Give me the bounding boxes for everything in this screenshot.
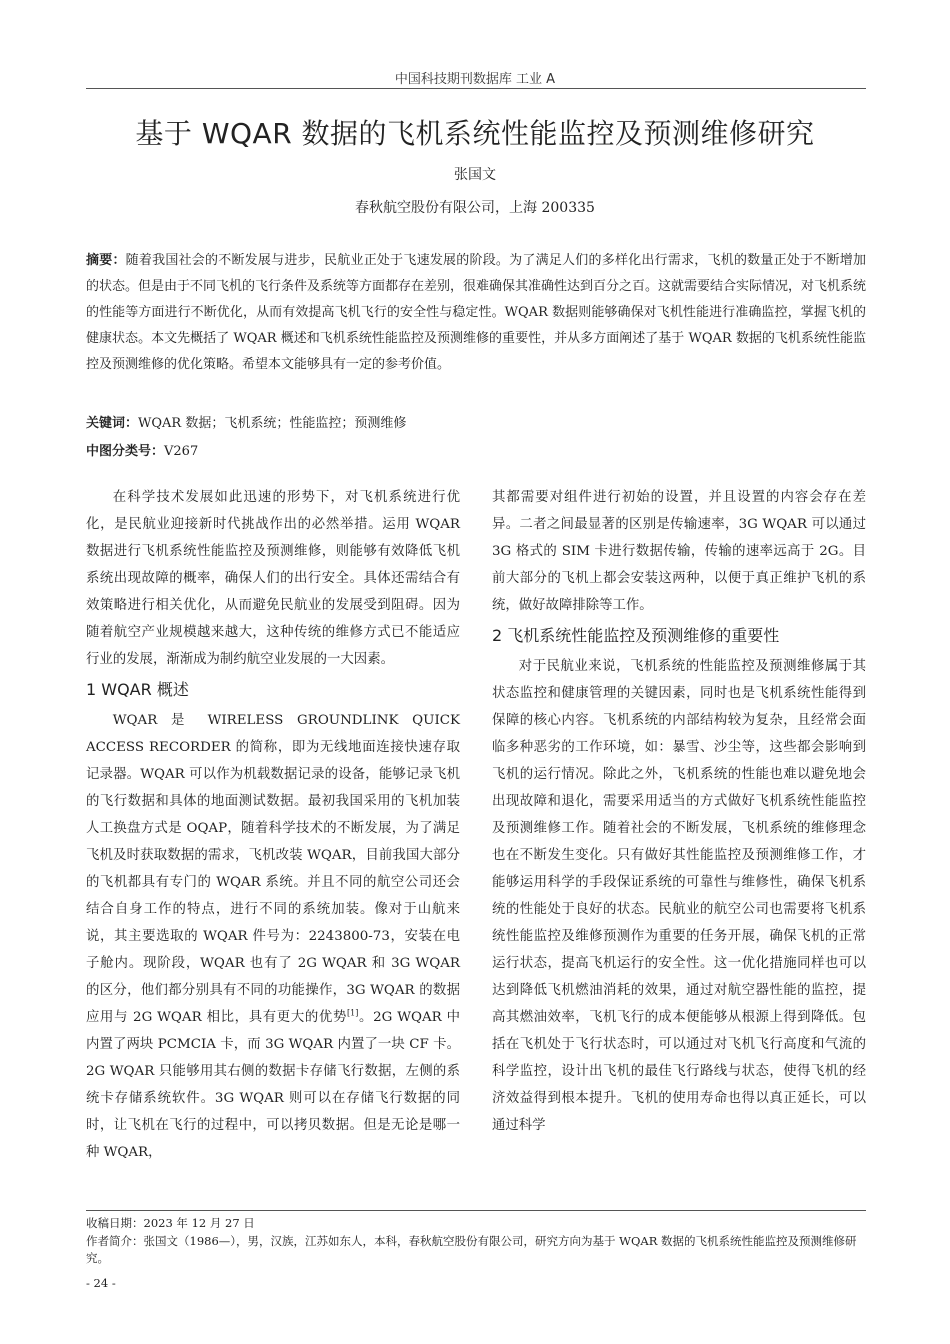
keywords-text: WQAR 数据；飞机系统；性能监控；预测维修 — [138, 416, 407, 431]
abstract-text: 随着我国社会的不断发展与进步，民航业正处于飞速发展的阶段。为了满足人们的多样化出行需求，飞机的数量正处于不断增加的状态。但是由于不同飞机的飞行条件及系统等方面都存在差别，很难确保其准确性达到百分之百。这就需要结合实际情况，对飞机系统的性能等方面进行不断优化，从而有效提高飞机飞行的安全性与稳定性。WQAR 数据则能够确保对飞机性能进行准确监控，掌握飞机的健康状态。本文先概括了 WQAR 概述和飞机系统性能监控及预测维修的重要性，并从多方面阐述了基于 WQAR 数据的飞机系统性能监控及预测维修的优化策略。希望本文能够具有一定的参考价值。 — [86, 253, 867, 372]
author-bio: 作者简介：张国文（1986—），男，汉族，江苏如东人，本科，春秋航空股份有限公司，研究方向为基于 WQAR 数据的飞机系统性能监控及预测维修研究。 — [86, 1234, 857, 1265]
section-1-paragraph — [86, 707, 460, 1166]
affiliation: 春秋航空股份有限公司，上海 200335 — [355, 200, 595, 216]
citation-ref: [1] — [347, 1008, 359, 1018]
header-rule — [86, 88, 866, 89]
received-date: 收稿日期：2023 年 12 月 27 日 — [86, 1216, 255, 1230]
author-name: 张国文 — [454, 167, 496, 183]
classification-text: V267 — [164, 444, 199, 459]
section-2-heading: 2 飞机系统性能监控及预测维修的重要性 — [492, 626, 780, 645]
footnote-rule — [86, 1210, 866, 1211]
left-column — [86, 484, 460, 1166]
running-header: 中国科技期刊数据库 工业 A — [394, 72, 556, 87]
section-1-text-tail: 。2G WQAR 中内置了两块 PCMCIA 卡，而 3G WQAR 内置了一块 CF 卡。2G WQAR 只能够用其右侧的数据卡存储飞行数据，左侧的系统卡存储系统软件。3G WQAR 则可以在存储飞行数据的同时，让飞机在飞行的过程中，可以拷贝数据。但是无论是哪一种 WQAR， — [86, 1010, 460, 1160]
right-column — [492, 484, 866, 1139]
classification-label: 中图分类号： — [86, 444, 165, 459]
classification — [86, 442, 866, 462]
abstract-label: 摘要： — [86, 253, 126, 268]
keywords-label: 关键词： — [86, 416, 139, 431]
section-1-continuation: 其都需要对组件进行初始的设置，并且设置的内容会存在差异。二者之间最显著的区别是传输速率，3G WQAR 可以通过 3G 格式的 SIM 卡进行数据传输，传输的速率远高于 2G。目前大部分的飞机上都会安装这两种，以便于真正维护飞机的系统，做好故障排除等工作。 — [492, 490, 866, 613]
section-2-paragraph: 对于民航业来说，飞机系统的性能监控及预测维修属于其状态监控和健康管理的关键因素，同时也是飞机系统性能得到保障的核心内容。飞机系统的内部结构较为复杂，且经常会面临多种恶劣的工作环境，如：暴雪、沙尘等，这些都会影响到飞机的运行情况。除此之外，飞机系统的性能也难以避免地会出现故障和退化，需要采用适当的方式做好飞机系统性能监控及预测维修工作。随着社会的不断发展，飞机系统的维修理念也在不断发生变化。只有做好其性能监控及预测维修工作，才能够运用科学的手段保证系统的可靠性与维修性，确保飞机系统的性能处于良好的状态。民航业的航空公司也需要将飞机系统性能监控及维修预测作为重要的任务开展，确保飞机的正常运行状态，提高飞机运行的安全性。这一优化措施同样也可以达到降低飞机燃油消耗的效果，通过对航空器性能的监控，提高其燃油效率，飞机飞行的成本便能够从根源上得到降低。包括在飞机处于飞行状态时，可以通过对飞机飞行高度和气流的科学监控，设计出飞机的最佳飞行路线与状态，使得飞机的经济效益得到根本提升。飞机的使用寿命也得以真正延长，可以通过科学 — [492, 659, 866, 1133]
paper-title: 基于 WQAR 数据的飞机系统性能监控及预测维修研究 — [135, 117, 815, 150]
section-1-text: WQAR 是 WIRELESS GROUNDLINK QUICK ACCESS RECORDER 的简称，即为无线地面连接快速存取记录器。WQAR 可以作为机载数据记录的设备，能够记录飞机的飞行数据和具体的地面测试数据。最初我国采用的飞机加装人工换盘方式是 OQAP，随着科学技术的不断发展，为了满足飞机及时获取数据的需求，飞机改装 WQAR，目前我国大部分的飞机都具有专门的 WQAR 系统。并且不同的航空公司还会结合自身工作的特点，进行不同的系统加装。像对于山航来说，其主要选取的 WQAR 件号为：2243800-73，安装在电子舱内。现阶段，WQAR 也有了 2G WQAR 和 3G WQAR 的区分，他们都分别具有不同的功能操作，3G WQAR 的数据应用与 2G WQAR 相比，具有更大的优势 — [86, 713, 460, 1025]
section-1-heading: 1 WQAR 概述 — [86, 680, 189, 699]
page-number: - 24 - — [86, 1276, 116, 1290]
intro-paragraph: 在科学技术发展如此迅速的形势下，对飞机系统进行优化，是民航业迎接新时代挑战作出的必然举措。运用 WQAR 数据进行飞机系统性能监控及预测维修，则能够有效降低飞机系统出现故障的概率，确保人们的出行安全。具体还需结合有效策略进行相关优化，从而避免民航业的发展受到阻碍。因为随着航空产业规模越来越大，这种传统的维修方式已不能适应行业的发展，渐渐成为制约航空业发展的一大因素。 — [86, 490, 460, 667]
keywords — [86, 414, 866, 434]
abstract — [86, 248, 866, 378]
